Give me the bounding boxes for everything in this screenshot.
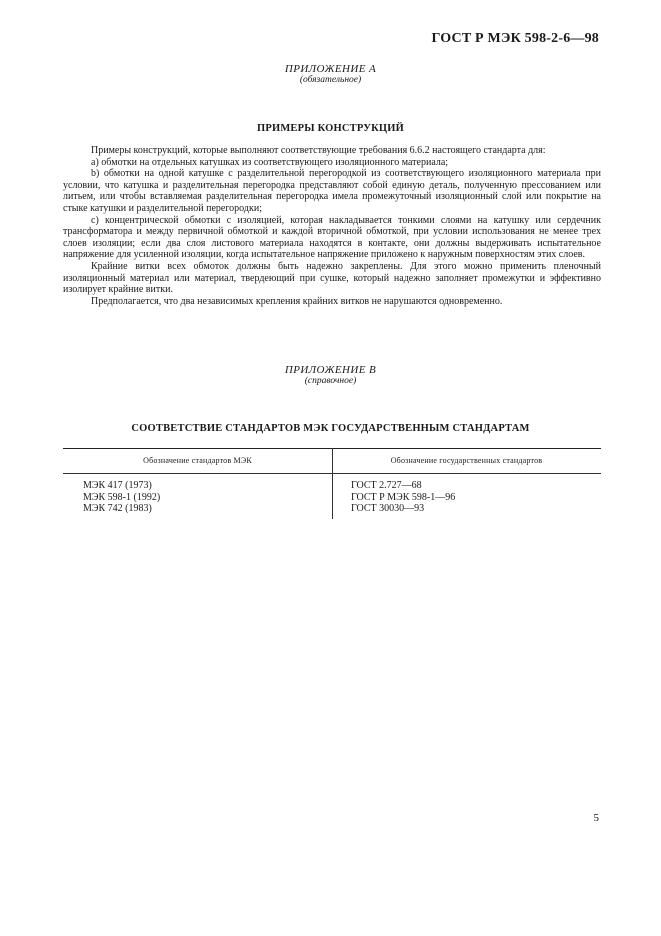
table-cell-gost: ГОСТ 30030—93 xyxy=(351,503,425,514)
table-cell-iec: МЭК 417 (1973) xyxy=(83,480,152,491)
table-cell-iec: МЭК 742 (1983) xyxy=(83,503,152,514)
table-cell-iec: МЭК 598-1 (1992) xyxy=(83,491,161,503)
paragraph-item-a: а) обмотки на отдельных катушках из соответствующего изоляционного материала; xyxy=(91,156,449,168)
appendix-a-title: ПРИЛОЖЕНИЕ А xyxy=(284,63,377,75)
page-number: 5 xyxy=(593,812,599,824)
appendix-a-status: (обязательное) xyxy=(299,75,362,85)
table-cell-gost: ГОСТ Р МЭК 598-1—96 xyxy=(351,491,456,503)
table-header-gost: Обозначение государственных стандартов xyxy=(390,456,543,465)
table-column-gost xyxy=(351,480,455,515)
appendix-a-body xyxy=(63,145,601,307)
paragraph-intro: Примеры конструкций, которые выполняют соответствующие требования 6.6.2 настоящего стандарта для: xyxy=(91,145,546,156)
paragraph-item-c: с) концентрической обмотки с изоляцией, которая накладывается тонкими слоями на катушку или сердечник трансформатора и между первичной обмоткой и каждой вторичной обмоткой, при условии использования не менее трех слоев изоляции; если два слоя листового материала находятся в контакте, они должны выдерживать испытательное напряжение для усиленной изоляции, когда испытательное напряжение приложено к наружным поверхностям этих слоев. xyxy=(63,214,601,261)
appendix-b-status: (справочное) xyxy=(304,376,357,386)
paragraph-end-turns: Крайние витки всех обмоток должны быть надежно закреплены. Для этого можно применить пленочный изоляционный материал или материал, твердеющий при сушке, который надежно заполняет промежутки и эффективно изолирует крайние витки. xyxy=(63,260,601,296)
appendix-b-title: ПРИЛОЖЕНИЕ В xyxy=(284,364,377,376)
appendix-b-heading: СООТВЕТСТВИЕ СТАНДАРТОВ МЭК ГОСУДАРСТВЕННЫМ СТАНДАРТАМ xyxy=(131,423,530,434)
appendix-a-heading: ПРИМЕРЫ КОНСТРУКЦИЙ xyxy=(256,123,405,134)
paragraph-item-b: b) обмотки на одной катушке с разделительной перегородкой из соответствующего изоляционного материала при условии, что катушка и разделительная перегородка представляют собой единую деталь, полученную прессованием или литьем, или чтобы вставляемая разделительная перегородка имела промежуточный изоляционный слой или покрытие на стыке катушки и разделительной перегородки; xyxy=(63,168,601,214)
paragraph-assumption: Предполагается, что два независимых крепления крайних витков не нарушаются одновременно. xyxy=(91,295,503,307)
table-header-iec: Обозначение стандартов МЭК xyxy=(143,456,252,465)
table-cell-gost: ГОСТ 2.727—68 xyxy=(351,480,422,491)
table-column-iec xyxy=(83,480,160,515)
document-code: ГОСТ Р МЭК 598-2-6—98 xyxy=(431,31,599,46)
